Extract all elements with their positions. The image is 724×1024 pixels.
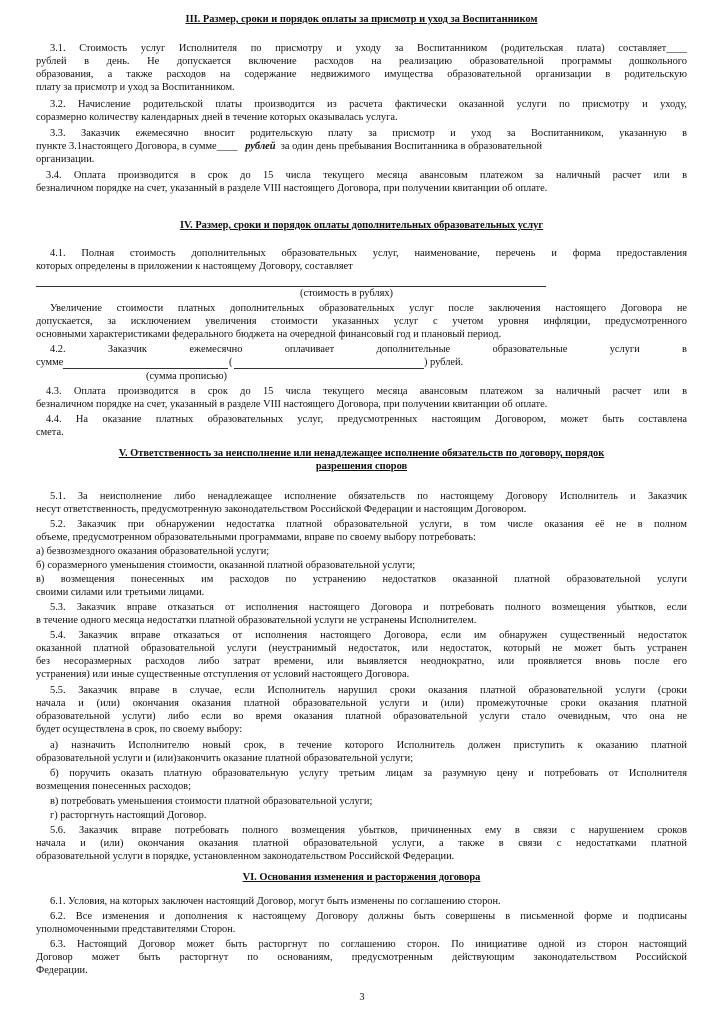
s5-line: 5.1. За неисполнение либо ненадлежащее исполнение обязательств по настоящему Договору Исполнитель и Заказчик bbox=[50, 491, 687, 502]
s5-line: а) назначить Исполнителю новый срок, в течение которого Исполнитель должен приступить к оказанию платной bbox=[50, 740, 687, 751]
s5-line: оказанной платной образовательной услуги (неустранимый недостаток, или недостаток, который не может быть устранен bbox=[36, 643, 687, 654]
s5-line: б) соразмерного уменьшения стоимости, оказанной платной образовательной услуги; bbox=[36, 560, 416, 571]
word: дополнительные bbox=[376, 344, 451, 355]
s5-line: 5.5. Заказчик вправе в случае, если Исполнитель нарушил сроки оказания платной образовательной услуги (сроки bbox=[50, 685, 687, 696]
s4-line: основными характеристиками федерального бюджета на очередной финансовый год и плановый период. bbox=[36, 329, 502, 340]
s3-line: организации. bbox=[36, 154, 95, 165]
s3-line: 3.2. Начисление родительской платы производится из расчета фактически оказанной услуги по присмотру и уходу, bbox=[50, 99, 687, 110]
s3-line: плату за присмотр и уход за Воспитанником. bbox=[36, 82, 235, 93]
blank-line bbox=[36, 286, 546, 287]
s4-line: допускается, за исключением увеличения стоимости указанных услуг с учетом уровня инфляции, предусмотренного bbox=[36, 316, 687, 327]
s5-line: в) возмещения понесенных им расходов по устранению недостатков оказанной платной образовательной услуги bbox=[36, 574, 687, 585]
s5-line: несут ответственность, предусмотренную законодательством Российской Федерации и настоящим Договором. bbox=[36, 504, 527, 515]
s5-line: объеме, предусмотренном образовательными программами, вправе по своему выбору потребовать: bbox=[36, 532, 476, 543]
s4-line: 4.1. Полная стоимость дополнительных образовательных услуг, наименование, перечень и форма предоставления bbox=[50, 248, 687, 259]
s5-line: будет осуществлена в срок, по своему выбору: bbox=[36, 724, 243, 735]
section-5-heading-cont: разрешения споров bbox=[315, 461, 408, 472]
paren-open: ( bbox=[229, 357, 233, 368]
s6-line: 6.2. Все изменения и дополнения к настоящему Договору должны быть совершены в письменной форме и подписаны bbox=[50, 911, 687, 922]
s5-line: образовательной услуги в порядке, установленном законодательством Российской Федерации. bbox=[36, 851, 455, 862]
s5-line: в) потребовать уменьшения стоимости платной образовательной услуги; bbox=[50, 796, 373, 807]
s3-line bbox=[36, 141, 542, 153]
page-number: 3 bbox=[359, 992, 365, 1003]
s3-line: рублей в день. Не допускается включение расходов на реализацию образовательной программы дошкольного bbox=[36, 56, 687, 67]
blank-line bbox=[63, 368, 228, 369]
word: услуги bbox=[609, 344, 640, 355]
s3-line: 3.4. Оплата производится в срок до 15 числа текущего месяца авансовым платежом за наличный расчет или в bbox=[46, 170, 687, 181]
word: в bbox=[682, 344, 687, 355]
word: оплачивает bbox=[284, 344, 335, 355]
s5-line: устранения) или иные существенные отступления от условий настоящего Договора. bbox=[36, 669, 410, 680]
word: Заказчик bbox=[107, 344, 147, 355]
s3-line: безналичном порядке на счет, указанный в разделе VIII настоящего Договора, при получении квитанции об оплате. bbox=[36, 183, 548, 194]
s3-line-part: пункте 3.1настоящего Договора, в сумме____ bbox=[36, 141, 238, 152]
s5-line: г) расторгнуть настоящий Договор. bbox=[50, 810, 207, 821]
word: образовательные bbox=[492, 344, 568, 355]
s5-line: б) поручить оказать платную образовательную услугу третьим лицам за разумную цену и потребовать от Исполнителя bbox=[50, 768, 687, 779]
s5-line: 5.6. Заказчик вправе потребовать полного возмещения убытков, причиненных ему в связи с нарушением сроков bbox=[50, 825, 687, 836]
section-5-heading: V. Ответственность за неисполнение или ненадлежащее исполнение обязательств по договору, порядок bbox=[118, 448, 605, 459]
word: 4.2. bbox=[50, 344, 66, 355]
s5-line: образовательной услуги) либо если во время оказания платной образовательной услуги стало очевидным, что она не bbox=[36, 711, 687, 722]
s4-line: которых определены в приложении к настоящему Договору, составляет bbox=[36, 261, 353, 272]
rubles-emphasis: рублей bbox=[245, 141, 276, 152]
s6-line: Договор может быть расторгнут по основаниям, предусмотренным действующим законодательством Российской bbox=[36, 952, 687, 963]
s6-line: 6.3. Настоящий Договор может быть расторгнут по соглашению сторон. По инициативе одной из сторон настоящий bbox=[50, 939, 687, 950]
s6-line: уполномоченными представителями Сторон. bbox=[36, 924, 236, 935]
rubles-suffix: ) рублей. bbox=[424, 357, 464, 368]
s5-line: начала и (или) окончания оказания платной образовательной услуги, а также в связи с недостатками платной bbox=[36, 838, 687, 849]
s3-line: 3.3. Заказчик ежемесячно вносит родительскую плату за присмотр и уход за Воспитанником, указанную в bbox=[50, 128, 687, 139]
s5-line: начала и (или) окончания оказания платной образовательной услуги и (или) промежуточные сроки оказания платной bbox=[36, 698, 687, 709]
s4-line: 4.4. На оказание платных образовательных услуг, предусмотренных настоящим Договором, может быть составлена bbox=[46, 414, 687, 425]
s5-line: 5.4. Заказчик вправе отказаться от исполнения настоящего Договора, если им обнаружен существенный недостаток bbox=[50, 630, 687, 641]
s4-line: безналичном порядке на счет, указанный в разделе VIII настоящего Договора, при получении квитанции об оплате. bbox=[36, 399, 548, 410]
section-4-heading: IV. Размер, сроки и порядок оплаты дополнительных образовательных услуг bbox=[179, 220, 544, 231]
s5-line: без несоразмерных расходов либо затрат времени, или выявляется неоднократно, или проявляется вновь после его bbox=[36, 656, 687, 667]
section-3-heading: III. Размер, сроки и порядок оплаты за присмотр и уход за Воспитанником bbox=[185, 14, 538, 25]
s5-line: возмещения понесенных расходов; bbox=[36, 781, 191, 792]
s4-line: смета. bbox=[36, 427, 64, 438]
word: ежемесячно bbox=[189, 344, 243, 355]
s3-line: образования, а также расходов на содержание недвижимого имущества образовательной организации в родительскую bbox=[36, 69, 687, 80]
blank-line bbox=[234, 368, 424, 369]
s3-line: 3.1. Стоимость услуг Исполнителя по присмотру и уходу за Воспитанником (родительская плата) составляет____ bbox=[50, 43, 687, 54]
s5-line: 5.3. Заказчик вправе отказаться от исполнения настоящего Договора и потребовать полного возмещения убытков, если bbox=[50, 602, 687, 613]
s4-spaced-row bbox=[50, 344, 687, 356]
caption-cost-rubles: (стоимость в рублях) bbox=[300, 288, 394, 299]
s4-line: Увеличение стоимости платных дополнительных образовательных услуг после заключения настоящего Договора не bbox=[50, 303, 687, 314]
s5-line: 5.2. Заказчик при обнаружении недостатка платной образовательной услуги, в том числе оказания её не в полном bbox=[50, 519, 687, 530]
s3-line: соразмерно количеству календарных дней в течение которых оказывалась услуга. bbox=[36, 112, 398, 123]
sum-label: сумме bbox=[36, 357, 64, 368]
s6-line: Федерации. bbox=[36, 965, 88, 976]
s5-line: а) безвозмездного оказания образовательной услуги; bbox=[36, 546, 270, 557]
section-6-heading: VI. Основания изменения и расторжения договора bbox=[242, 872, 481, 883]
s4-line: 4.3. Оплата производится в срок до 15 числа текущего месяца авансовым платежом за наличный расчет или в bbox=[46, 386, 687, 397]
s3-line-part: за один день пребывания Воспитанника в образовательной bbox=[280, 141, 543, 152]
s5-line: образовательной услуги и (или)закончить оказание платной образовательной услуги; bbox=[36, 753, 414, 764]
s5-line: в течение одного месяца недостатки платной образовательной услуги не устранены Исполнителем. bbox=[36, 615, 477, 626]
s5-line: своими силами или третьими лицами. bbox=[36, 587, 205, 598]
caption-sum-words: (сумма прописью) bbox=[146, 371, 227, 382]
s6-line: 6.1. Условия, на которых заключен настоящий Договор, могут быть изменены по соглашению сторон. bbox=[50, 896, 501, 907]
